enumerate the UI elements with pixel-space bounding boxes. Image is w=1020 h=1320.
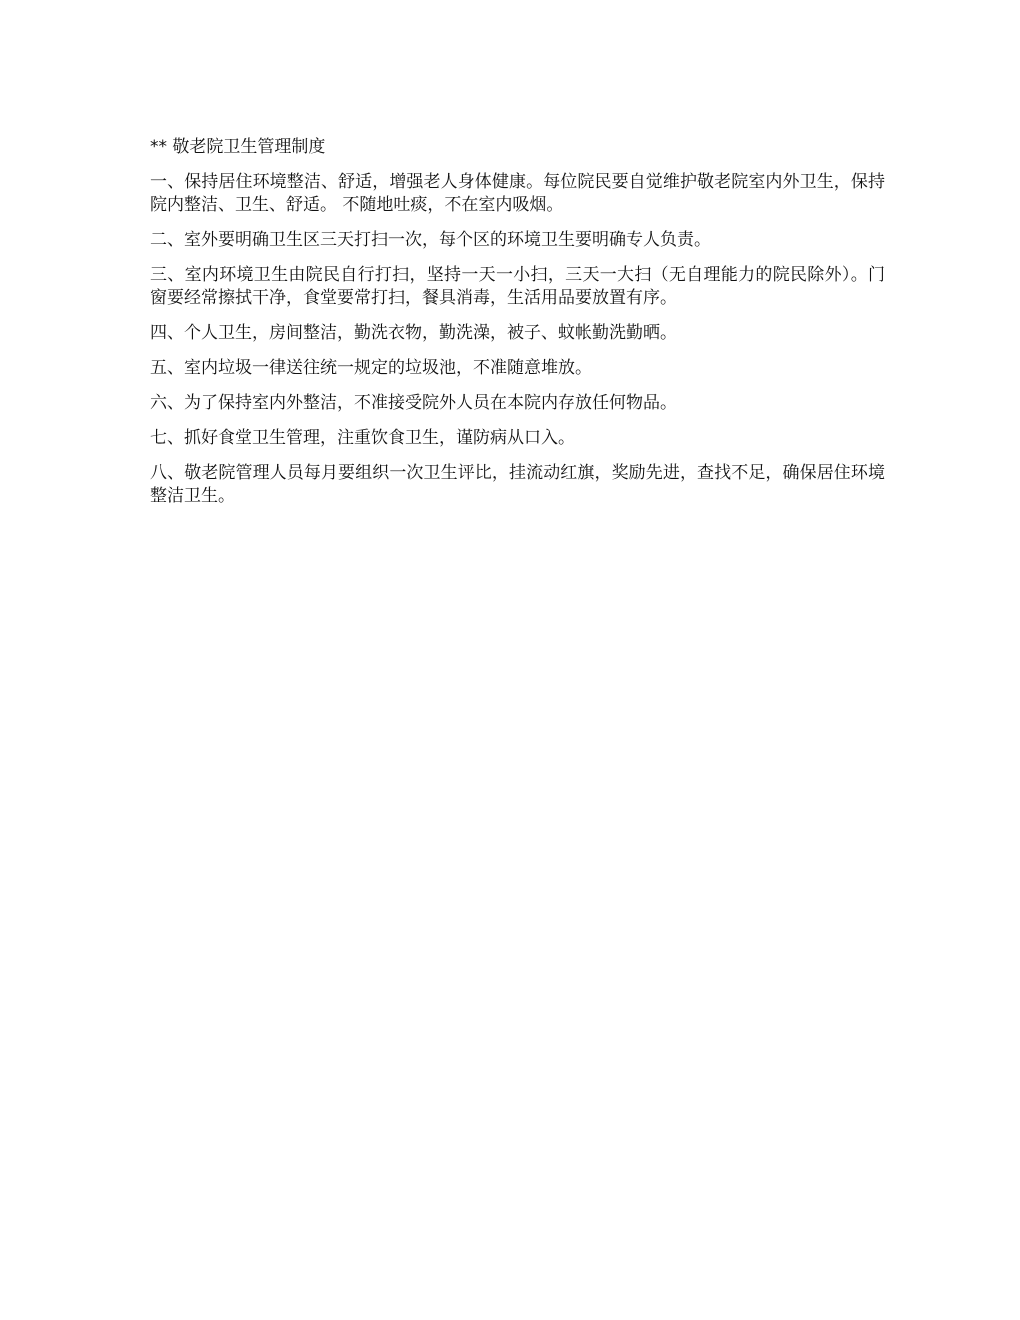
paragraph-1: 一、保持居住环境整洁、舒适，增强老人身体健康。每位院民要自觉维护敬老院室内外卫生，保持院内整洁、卫生、舒适。 不随地吐痰，不在室内吸烟。 bbox=[150, 172, 885, 215]
paragraph-5: 五、室内垃圾一律送往统一规定的垃圾池，不准随意堆放。 bbox=[150, 358, 592, 378]
paragraph-8: 八、敬老院管理人员每月要组织一次卫生评比，挂流动红旗，奖励先进，查找不足，确保居住环境整洁卫生。 bbox=[150, 463, 885, 506]
paragraph-4: 四、个人卫生，房间整洁，勤洗衣物，勤洗澡，被子、蚊帐勤洗勤晒。 bbox=[150, 323, 677, 343]
paragraph-3: 三、室内环境卫生由院民自行打扫，坚持一天一小扫，三天一大扫（无自理能力的院民除外）。门窗要经常擦拭干净，食堂要常打扫，餐具消毒，生活用品要放置有序。 bbox=[150, 265, 885, 308]
document-body bbox=[150, 136, 885, 520]
document-title: ** 敬老院卫生管理制度 bbox=[150, 137, 326, 157]
paragraph-2: 二、室外要明确卫生区三天打扫一次，每个区的环境卫生要明确专人负责。 bbox=[150, 230, 711, 250]
paragraph-6: 六、为了保持室内外整洁，不准接受院外人员在本院内存放任何物品。 bbox=[150, 393, 677, 413]
paragraph-7: 七、抓好食堂卫生管理，注重饮食卫生，谨防病从口入。 bbox=[150, 428, 575, 448]
